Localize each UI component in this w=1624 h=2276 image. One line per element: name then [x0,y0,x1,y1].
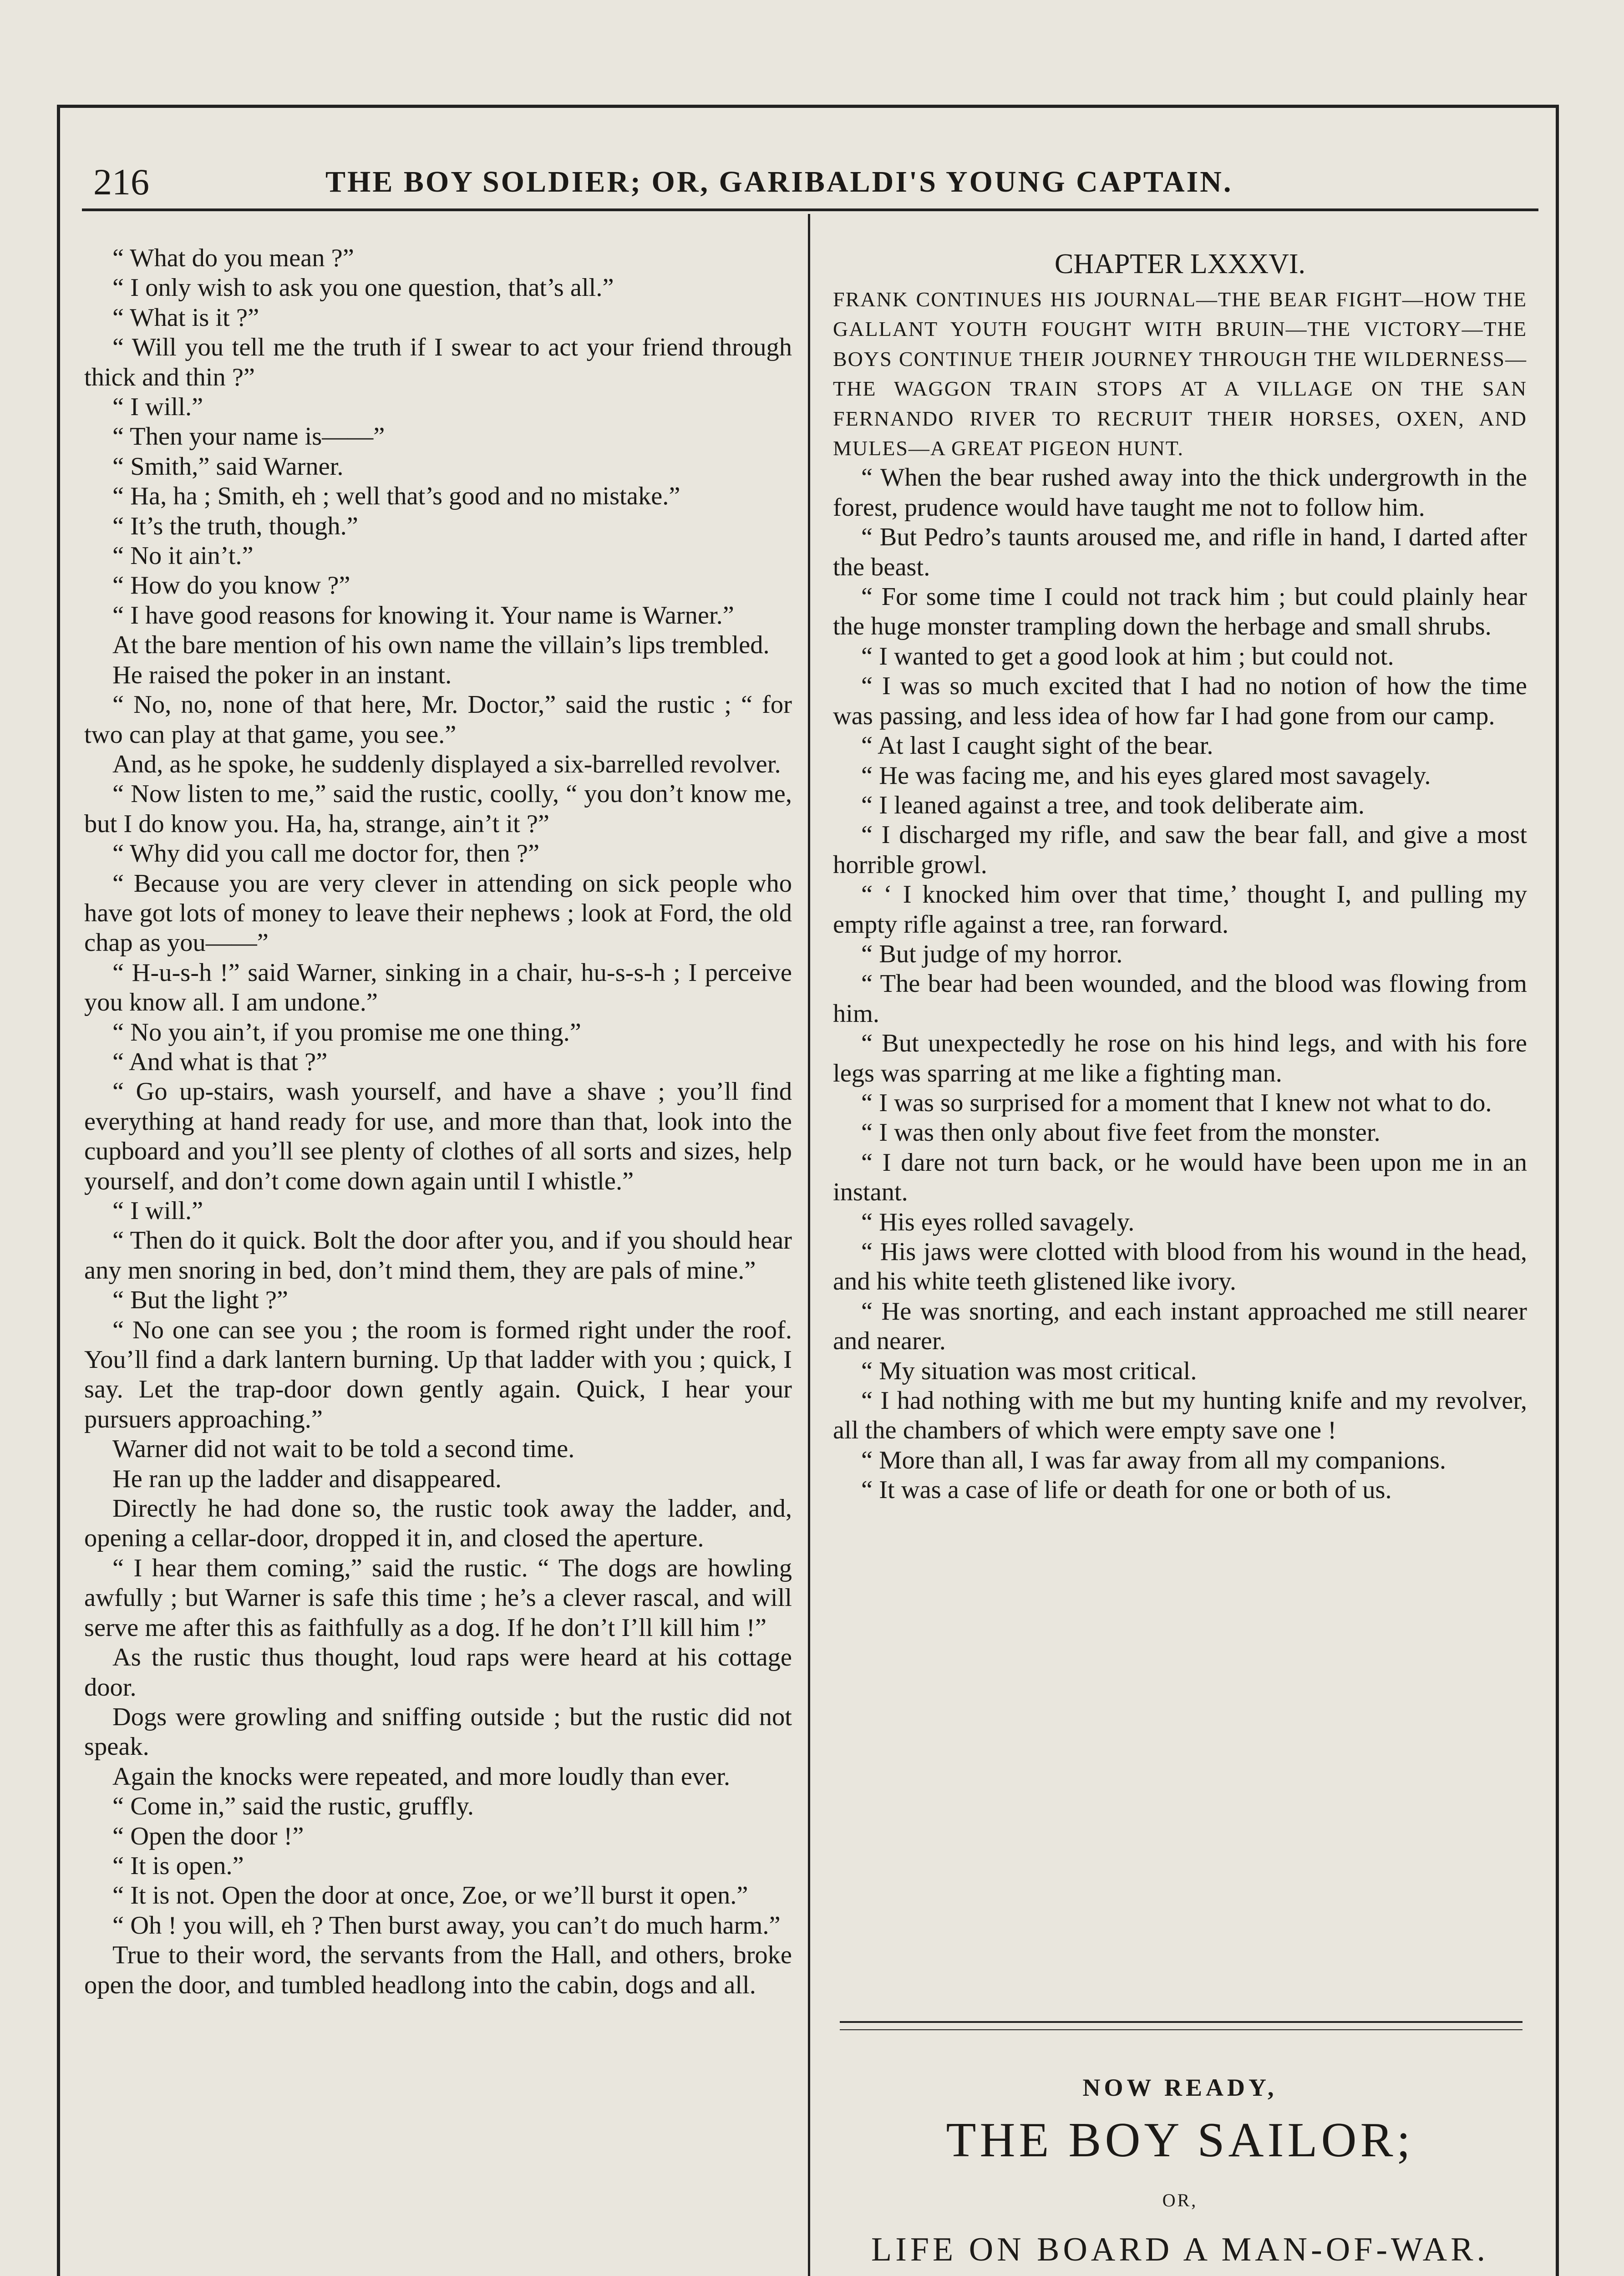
paragraph: Dogs were growling and sniffing outside ; but the rustic did not speak. [84,1702,792,1761]
paragraph: “ I discharged my rifle, and saw the bear fall, and give a most horrible growl. [833,821,1527,879]
column-divider [808,214,810,2276]
paragraph: At the bare mention of his own name the villain’s lips trembled. [112,631,770,660]
advert-subtitle: LIFE ON BOARD A MAN-OF-WAR. [871,2231,1489,2268]
paragraph: “ Open the door !” [112,1822,304,1850]
paragraph: “ I was so much excited that I had no notion of how the time was passing, and less idea of how far I had gone from our camp. [833,672,1527,730]
paragraph: “ I wanted to get a good look at him ; but could not. [861,642,1394,671]
chapter-summary: FRANK CONTINUES HIS JOURNAL—THE BEAR FIGHT—HOW THE GALLANT YOUTH FOUGHT WITH BRUIN—THE VICTORY—THE BOYS CONTINUE THEIR JOURNEY THROUGH THE WILDERNESS—THE WAGGON TRAIN STOPS AT A VILLAGE ON THE SAN FERNANDO RIVER TO RECRUIT THEIR HORSES, OXEN, AND MULES—A GREAT PIGEON HUNT. [833,288,1527,460]
running-title: THE BOY SOLDIER; OR, GARIBALDI'S YOUNG CAPTAIN. [325,165,1233,198]
paragraph: “ He was facing me, and his eyes glared most savagely. [861,761,1431,790]
paragraph: “ My situation was most critical. [861,1356,1197,1385]
paragraph: “ But the light ?” [112,1286,288,1315]
paragraph: He ran up the ladder and disappeared. [112,1464,502,1493]
paragraph: “ H-u-s-h !” said Warner, sinking in a chair, hu-s-s-h ; I perceive you know all. I am undone.” [84,958,792,1017]
paragraph: “ I hear them coming,” said the rustic. “ The dogs are howling awfully ; but Warner is safe this time ; he’s a clever rascal, and will serve me after this as faithfully as a dog. If he don’t I’ll kill him !” [84,1554,792,1642]
left-column [84,244,792,2000]
paragraph: “ I was so surprised for a moment that I knew not what to do. [861,1088,1492,1117]
paragraph: “ What is it ?” [112,303,259,332]
paragraph: “ I have good reasons for knowing it. Your name is Warner.” [112,601,734,630]
paragraph: “ No, no, none of that here, Mr. Doctor,” said the rustic ; “ for two can play at that game, you see.” [84,691,792,749]
paragraph: “ No it ain’t.” [112,542,254,570]
paragraph: “ It was a case of life or death for one or both of us. [861,1476,1392,1504]
paragraph: “ I was then only about five feet from the monster. [861,1118,1380,1147]
paragraph: “ I leaned against a tree, and took deliberate aim. [861,791,1365,819]
paragraph: “ I dare not turn back, or he would have been upon me in an instant. [833,1148,1527,1207]
paragraph: “ His eyes rolled savagely. [861,1208,1135,1236]
paragraph: “ Because you are very clever in attending on sick people who have got lots of money to leave their nephews ; look at Ford, the old chap as you——” [84,869,792,957]
paragraph: “ The bear had been wounded, and the blood was flowing from him. [833,970,1527,1028]
advert-now-ready: NOW READY, [1082,2074,1278,2101]
page-header [93,157,1522,207]
paragraph: “ When the bear rushed away into the thick undergrowth in the forest, prudence would have taught me not to follow him. [833,463,1527,522]
paragraph: As the rustic thus thought, loud raps were heard at his cottage door. [84,1643,792,1702]
paragraph: “ It is not. Open the door at once, Zoe, or we’ll burst it open.” [112,1881,748,1910]
paragraph: “ What do you mean ?” [112,244,354,272]
right-column [833,244,1527,1505]
paragraph: “ No one can see you ; the room is formed right under the roof. You’ll find a dark lantern burning. Up that ladder with you ; quick, I say. Let the trap-door down gently again. Quick, I hear your pursuers approaching.” [84,1316,792,1433]
paragraph: “ I had nothing with me but my hunting knife and my revolver, all the chambers of which were empty save one ! [833,1387,1527,1445]
paragraph: “ But unexpectedly he rose on his hind legs, and with his fore legs was sparring at me like a fighting man. [833,1029,1527,1087]
advert-or: OR, [1162,2190,1198,2210]
paragraph: “ He was snorting, and each instant approached me still nearer and nearer. [833,1297,1527,1356]
paragraph: “ I will.” [112,393,203,422]
paragraph: “ How do you know ?” [112,571,350,600]
paragraph: “ No you ain’t, if you promise me one thing.” [112,1018,581,1047]
paragraph: Warner did not wait to be told a second time. [112,1435,575,1463]
advert-title: THE BOY SAILOR; [946,2113,1414,2167]
paragraph: “ Will you tell me the truth if I swear to act your friend through thick and thin ?” [84,333,792,391]
paragraph: Directly he had done so, the rustic took away the ladder, and, opening a cellar-door, dropped it in, and closed the aperture. [84,1494,792,1553]
paragraph: “ ‘ I knocked him over that time,’ thought I, and pulling my empty rifle against a tree, ran forward. [833,880,1527,939]
paragraph: “ Now listen to me,” said the rustic, coolly, “ you don’t know me, but I do know you. Ha, ha, strange, ain’t it ?” [84,780,792,838]
right-column-paragraphs [833,463,1527,1505]
paragraph: “ Go up-stairs, wash yourself, and have a shave ; you’ll find everything at hand ready for use, and more than that, look into the cupboard and you’ll see plenty of clothes of all sorts and sizes, help yourself, and don’t come down again until I whistle.” [84,1077,792,1195]
paragraph: “ His jaws were clotted with blood from his wound in the head, and his white teeth glistened like ivory. [833,1238,1527,1296]
paragraph: “ But judge of my horror. [861,940,1123,968]
paragraph: “ It is open.” [112,1851,244,1880]
chapter-title: CHAPTER LXXXVI. [1054,249,1306,279]
paragraph: “ More than all, I was far away from all my companions. [861,1446,1446,1474]
paragraph: “ I will.” [112,1197,203,1225]
paragraph: “ For some time I could not track him ; but could plainly hear the huge monster trampling down the herbage and small shrubs. [833,583,1527,641]
paragraph: He raised the poker in an instant. [112,660,452,689]
paragraph: “ It’s the truth, though.” [112,512,358,540]
paragraph: “ At last I caught sight of the bear. [861,732,1213,760]
paragraph: “ Oh ! you will, eh ? Then burst away, you can’t do much harm.” [112,1911,781,1940]
paragraph: “ Then do it quick. Bolt the door after you, and if you should hear any men snoring in bed, don’t mind them, they are pals of mine.” [84,1226,792,1285]
paragraph: True to their word, the servants from the Hall, and others, broke open the door, and tumbled headlong into the cabin, dogs and all. [84,1941,792,1999]
paragraph: “ And what is that ?” [112,1047,328,1076]
paragraph: “ Then your name is——” [112,422,385,451]
paragraph: “ I only wish to ask you one question, that’s all.” [112,274,614,302]
paragraph: “ Why did you call me doctor for, then ?” [112,839,540,868]
paragraph: “ Smith,” said Warner. [112,452,344,481]
paragraph: “ Ha, ha ; Smith, eh ; well that’s good and no mistake.” [112,482,680,511]
header-rule [82,208,1538,211]
paragraph: “ Come in,” said the rustic, gruffly. [112,1792,474,1821]
paragraph: And, as he spoke, he suddenly displayed a six-barrelled revolver. [112,750,781,778]
paragraph: Again the knocks were repeated, and more loudly than ever. [112,1762,731,1791]
advert-divider [840,2021,1522,2030]
paragraph: “ But Pedro’s taunts aroused me, and rifle in hand, I darted after the beast. [833,523,1527,581]
page-number: 216 [93,161,149,203]
